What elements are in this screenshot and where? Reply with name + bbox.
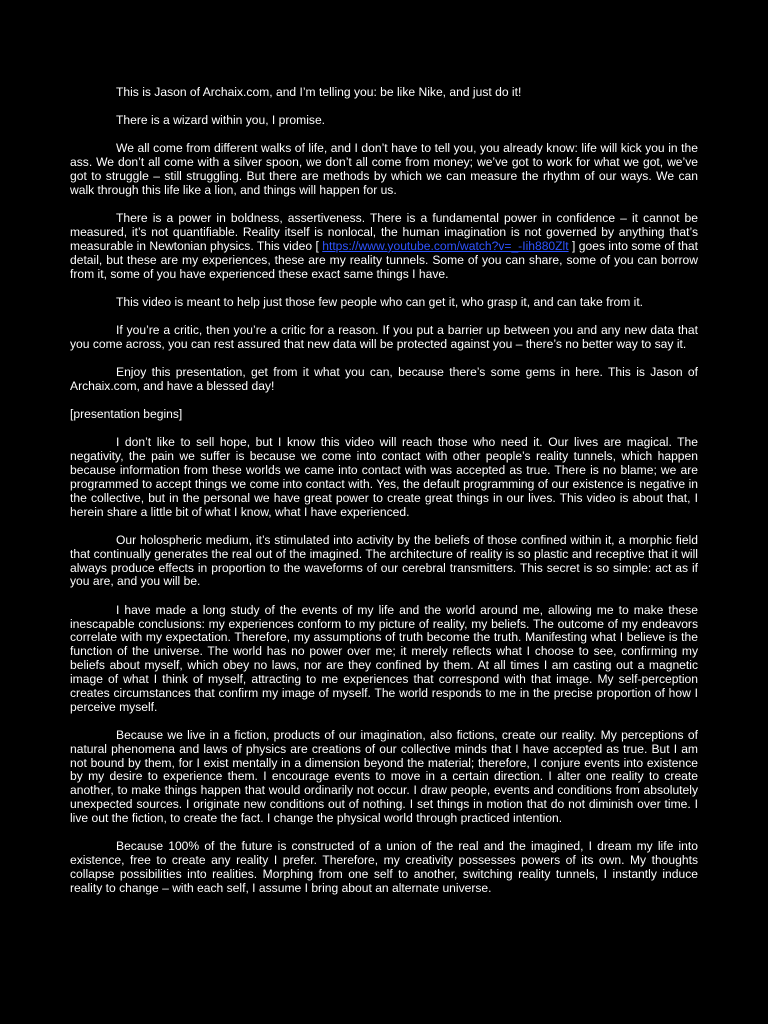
boldness-text-end: ] goes into some of that detail, but these are my experiences, these are my reality tunnels. Some of you can share, some of you can borrow from it, some of you have experienced these exact same things I have. xyxy=(70,238,699,281)
future-paragraph: Because 100% of the future is constructed of a union of the real and the imagined, I dream my life into existence, free to create any reality I prefer. Therefore, my creativity possesses powers of its own. My thoughts collapse possibilities into realities. Morphing from one self to another, switching reality tunnels, I instantly induce reality to change – with each self, I assume I bring about an alternate universe. xyxy=(70,839,698,895)
boldness-text-start: There is a power in boldness, assertiveness. There is a fundamental power in confidence – it cannot be measured, it’s not quantifiable. Reality itself is nonlocal, the human imagination is not governed by anything that’s measurable in Newtonian physics. This video [ xyxy=(70,211,698,253)
enjoy-paragraph: Enjoy this presentation, get from it what you can, because there’s some gems in here. This is Jason of Archaix.com, and have a blessed day! xyxy=(70,365,698,393)
long-study-paragraph: I have made a long study of the events of my life and the world around me, allowing me to make these inescapable conclusions: my experiences conform to my picture of reality, my beliefs. The outcome of my endeavors correlate with my expectation. Therefore, my assumptions of truth become the truth. Manifesting what I believe is the function of the universe. The world has no power over me; it merely reflects what I choose to see, confirming my beliefs about myself, which obey no laws, nor are they confined by them. At all times I am casting out a magnetic image of what I think of myself, attracting to me experiences that correspond with that image. My self-perception creates circumstances that confirm my image of myself. The world responds to me in the precise proportion of how I perceive myself. xyxy=(70,602,698,714)
wizard-paragraph: There is a wizard within you, I promise. xyxy=(116,113,326,128)
boldness-paragraph xyxy=(70,212,698,281)
document-page xyxy=(70,86,698,910)
holospheric-paragraph: Our holospheric medium, it’s stimulated into activity by the beliefs of those confined within it, a morphic field that continually generates the real out of the imagined. The architecture of reality is so plastic and receptive that it will always produce effects in proportion to the waveforms of our cerebral transmitters. This secret is so simple: act as if you are, and you will be. xyxy=(70,532,698,589)
walks-of-life-paragraph: We all come from different walks of life, and I don’t have to tell you, you already know: life will kick you in the ass. We don’t all come with a silver spoon, we don’t all come from money; we’ve got to work for what we got, we’ve got to struggle – still struggling. But there are methods by which we can measure the rhythm of our ways. We can walk through this life like a lion, and things will happen for us. xyxy=(70,141,698,197)
youtube-link[interactable]: https://www.youtube.com/watch?v=_-Iih880Zlt xyxy=(322,238,569,253)
presentation-begins-label: [presentation begins] xyxy=(70,407,183,422)
video-purpose-paragraph: This video is meant to help just those few people who can get it, who grasp it, and can take from it. xyxy=(116,294,644,309)
intro-paragraph: This is Jason of Archaix.com, and I’m telling you: be like Nike, and just do it! xyxy=(116,85,522,99)
sell-hope-paragraph: I don’t like to sell hope, but I know this video will reach those who need it. Our lives are magical. The negativity, the pain we suffer is because we come into contact with other people’s reality tunnels, which happen because information from these worlds we came into contact with was accepted as true. There is no blame; we are programmed to accept things we come into contact with. Yes, the default programming of our existence is negative in the collective, but in the personal we have great power to create great things in our lives. This video is about that, I herein share a little bit of what I know, what I have experienced. xyxy=(70,435,698,519)
critic-paragraph: If you’re a critic, then you’re a critic for a reason. If you put a barrier up between you and any new data that you come across, you can rest assured that new data will be protected against you – there’s no better way to say it. xyxy=(70,323,698,351)
fiction-paragraph: Because we live in a fiction, products of our imagination, also fictions, create our reality. My perceptions of natural phenomena and laws of physics are creations of our collective minds that I have accepted as true. But I am not bound by them, for I exist mentally in a dimension beyond the material; therefore, I conjure events into existence by my desire to experience them. I encourage events to move in a certain direction. I alter one reality to create another, to make things happen that would ordinarily not occur. I draw people, events and conditions from absolutely unexpected sources. I originate new conditions out of nothing. I set things in motion that do not diminish over time. I live out the fiction, to create the fact. I change the physical world through practiced intention. xyxy=(70,727,698,825)
